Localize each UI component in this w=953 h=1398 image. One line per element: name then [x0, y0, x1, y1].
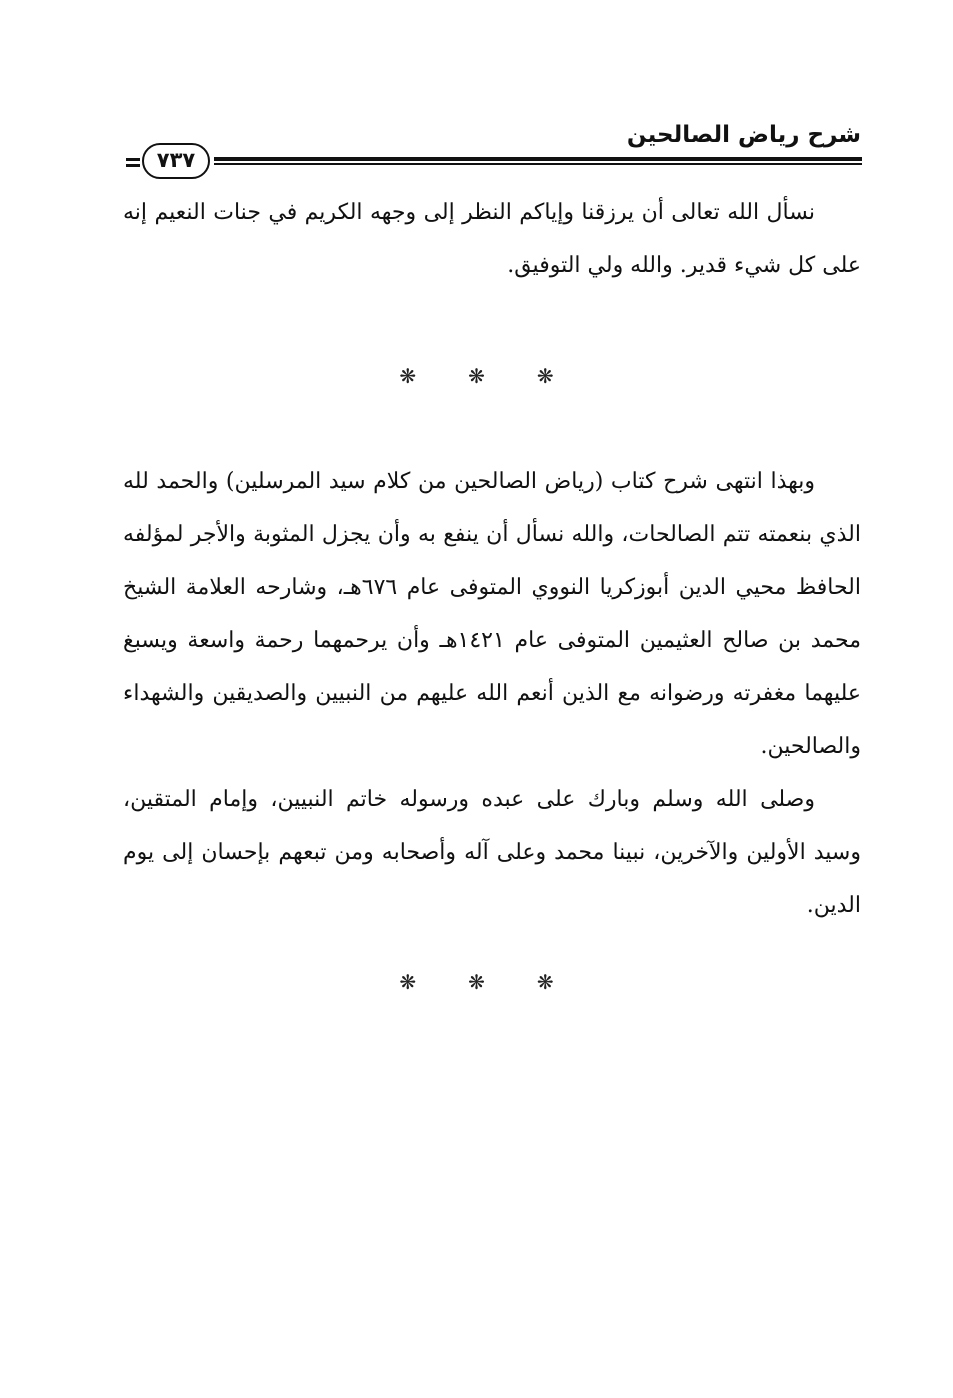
salutation-paragraph: وصلى الله وسلم وبارك على عبده ورسوله خاتم النبيين، وإمام المتقين، وسيد الأولين والآخرين، نبينا محمد وعلى آله وأصحابه ومن تبعهم بإحسان إلى يوم الدين.: [123, 787, 861, 918]
star-ornament-icon: ❋: [399, 364, 417, 388]
star-ornament-icon: ❋: [536, 970, 554, 994]
header-rule-end: [126, 158, 140, 161]
header-rule-end: [126, 164, 140, 167]
star-ornament-icon: ❋: [468, 364, 485, 388]
end-separator: [0, 970, 953, 994]
closing-prayer-block: [123, 186, 861, 292]
running-title: شرح رياض الصالحين: [626, 122, 861, 148]
conclusion-paragraph: وبهذا انتهى شرح كتاب (رياض الصالحين من كلام سيد المرسلين) والحمد لله الذي بنعمته تتم الصالحات، والله نسأل أن ينفع به وأن يجزل المثوبة والأجر لمؤلفه الحافظ محيي الدين أبوزكريا النووي المتوفى عام ٦٧٦هـ، وشارحه العلامة الشيخ محمد بن صالح العثيمين المتوفى عام ١٤٢١هـ وأن يرحمهما رحمة واسعة ويسبغ عليهما مغفرته ورضوانه مع الذين أنعم الله عليهم من النبيين والصديقين والشهداء والصالحين.: [123, 469, 862, 759]
page-number: ٧٣٧: [142, 143, 210, 179]
star-ornament-icon: ❋: [399, 970, 417, 994]
closing-prayer: نسأل الله تعالى أن يرزقنا وإياكم النظر إلى وجهه الكريم في جنات النعيم إنه على كل شيء قدير. والله ولي التوفيق.: [123, 200, 861, 278]
header-rule: [214, 157, 862, 161]
star-ornament-icon: ❋: [468, 970, 485, 994]
header-rule-thin: [214, 163, 862, 165]
section-separator: [0, 364, 953, 388]
star-ornament-icon: ❋: [536, 364, 554, 388]
final-section: [123, 455, 861, 932]
